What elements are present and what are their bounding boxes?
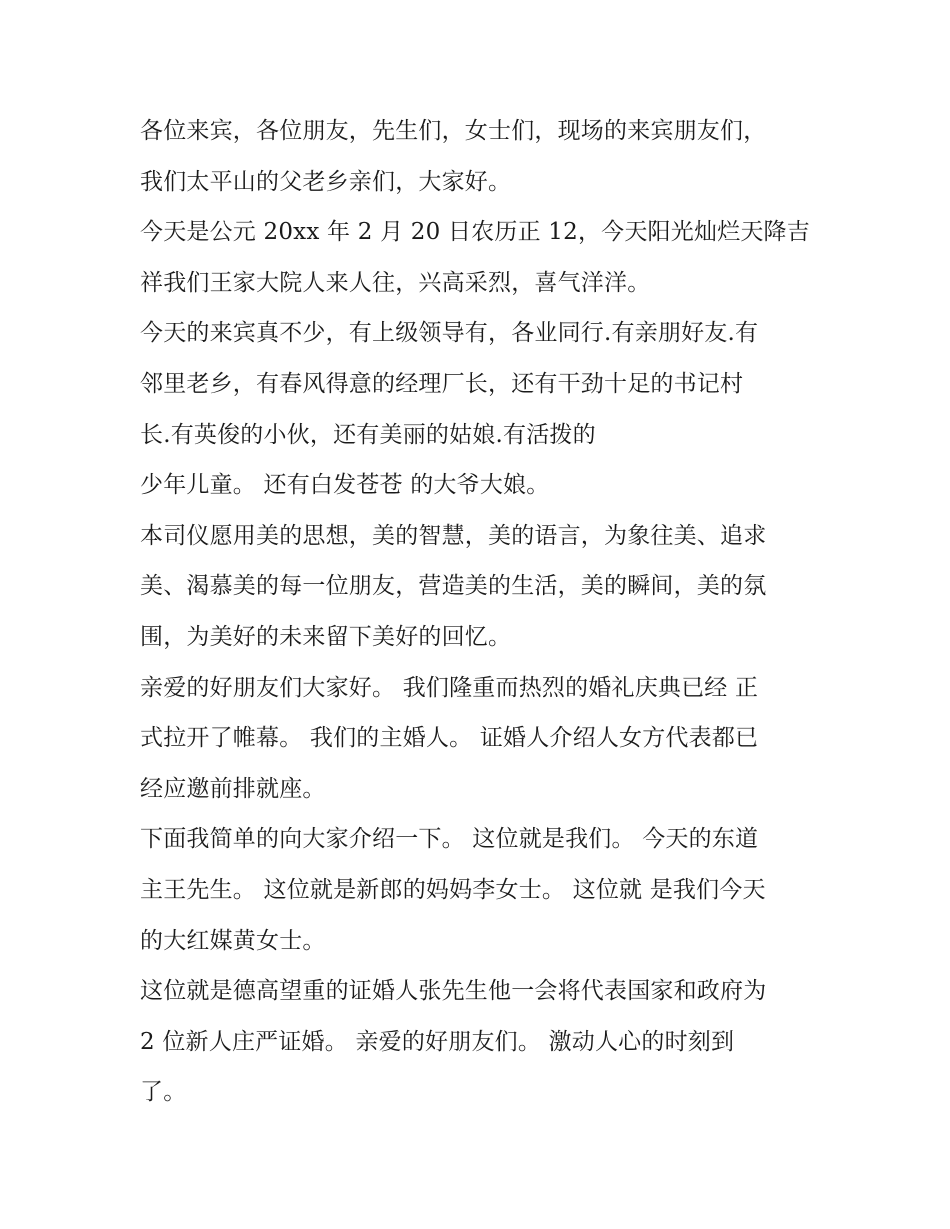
text-line: 各位来宾，各位朋友，先生们，女士们，现场的来宾朋友们， xyxy=(140,118,767,144)
text-line: 下面我简单的向大家介绍一下。 这位就是我们。 今天的东道 xyxy=(140,826,759,853)
text-line: 了。 xyxy=(140,1079,187,1106)
text-line: 今天是公元 20xx 年 2 月 20 日农历正 12，今天阳光灿烂天降吉 xyxy=(140,219,810,246)
text-line: 本司仪愿用美的思想，美的智慧，美的语言，为象往美、追求 xyxy=(140,522,767,549)
text-line: 我们太平山的父老乡亲们，大家好。 xyxy=(140,168,512,195)
text-line: 这位就是德高望重的证婚人张先生他一会将代表国家和政府为 xyxy=(140,978,767,1005)
text-line: 主王先生。 这位就是新郎的妈妈李女士。 这位就 是我们今天 xyxy=(140,876,766,903)
document-body xyxy=(140,106,820,1118)
text-line: 美、渴慕美的每一位朋友，营造美的生活，美的瞬间，美的氛 xyxy=(140,573,767,600)
text-line: 经应邀前排就座。 xyxy=(140,775,326,802)
text-line: 少年儿童。 还有白发苍苍 的大爷大娘。 xyxy=(140,472,550,499)
text-line: 的大红媒黄女士。 xyxy=(140,927,326,954)
text-line: 式拉开了帷幕。 我们的主婚人。 证婚人介绍人女方代表都已 xyxy=(140,725,759,752)
text-line: 长.有英俊的小伙，还有美丽的姑娘.有活拨的 xyxy=(140,421,596,448)
text-line: 邻里老乡，有春风得意的经理厂长，还有干劲十足的书记村 xyxy=(140,370,744,397)
text-line: 祥我们王家大院人来人往，兴高采烈，喜气洋洋。 xyxy=(140,269,651,296)
text-line: 亲爱的好朋友们大家好。 我们隆重而热烈的婚礼庆典已经 正 xyxy=(140,674,759,701)
text-line: 今天的来宾真不少，有上级领导有，各业同行.有亲朋好友.有 xyxy=(140,320,759,347)
text-line: 围，为美好的未来留下美好的回忆。 xyxy=(140,623,512,650)
text-line: 2 位新人庄严证婚。 亲爱的好朋友们。 激动人心的时刻到 xyxy=(140,1028,735,1055)
